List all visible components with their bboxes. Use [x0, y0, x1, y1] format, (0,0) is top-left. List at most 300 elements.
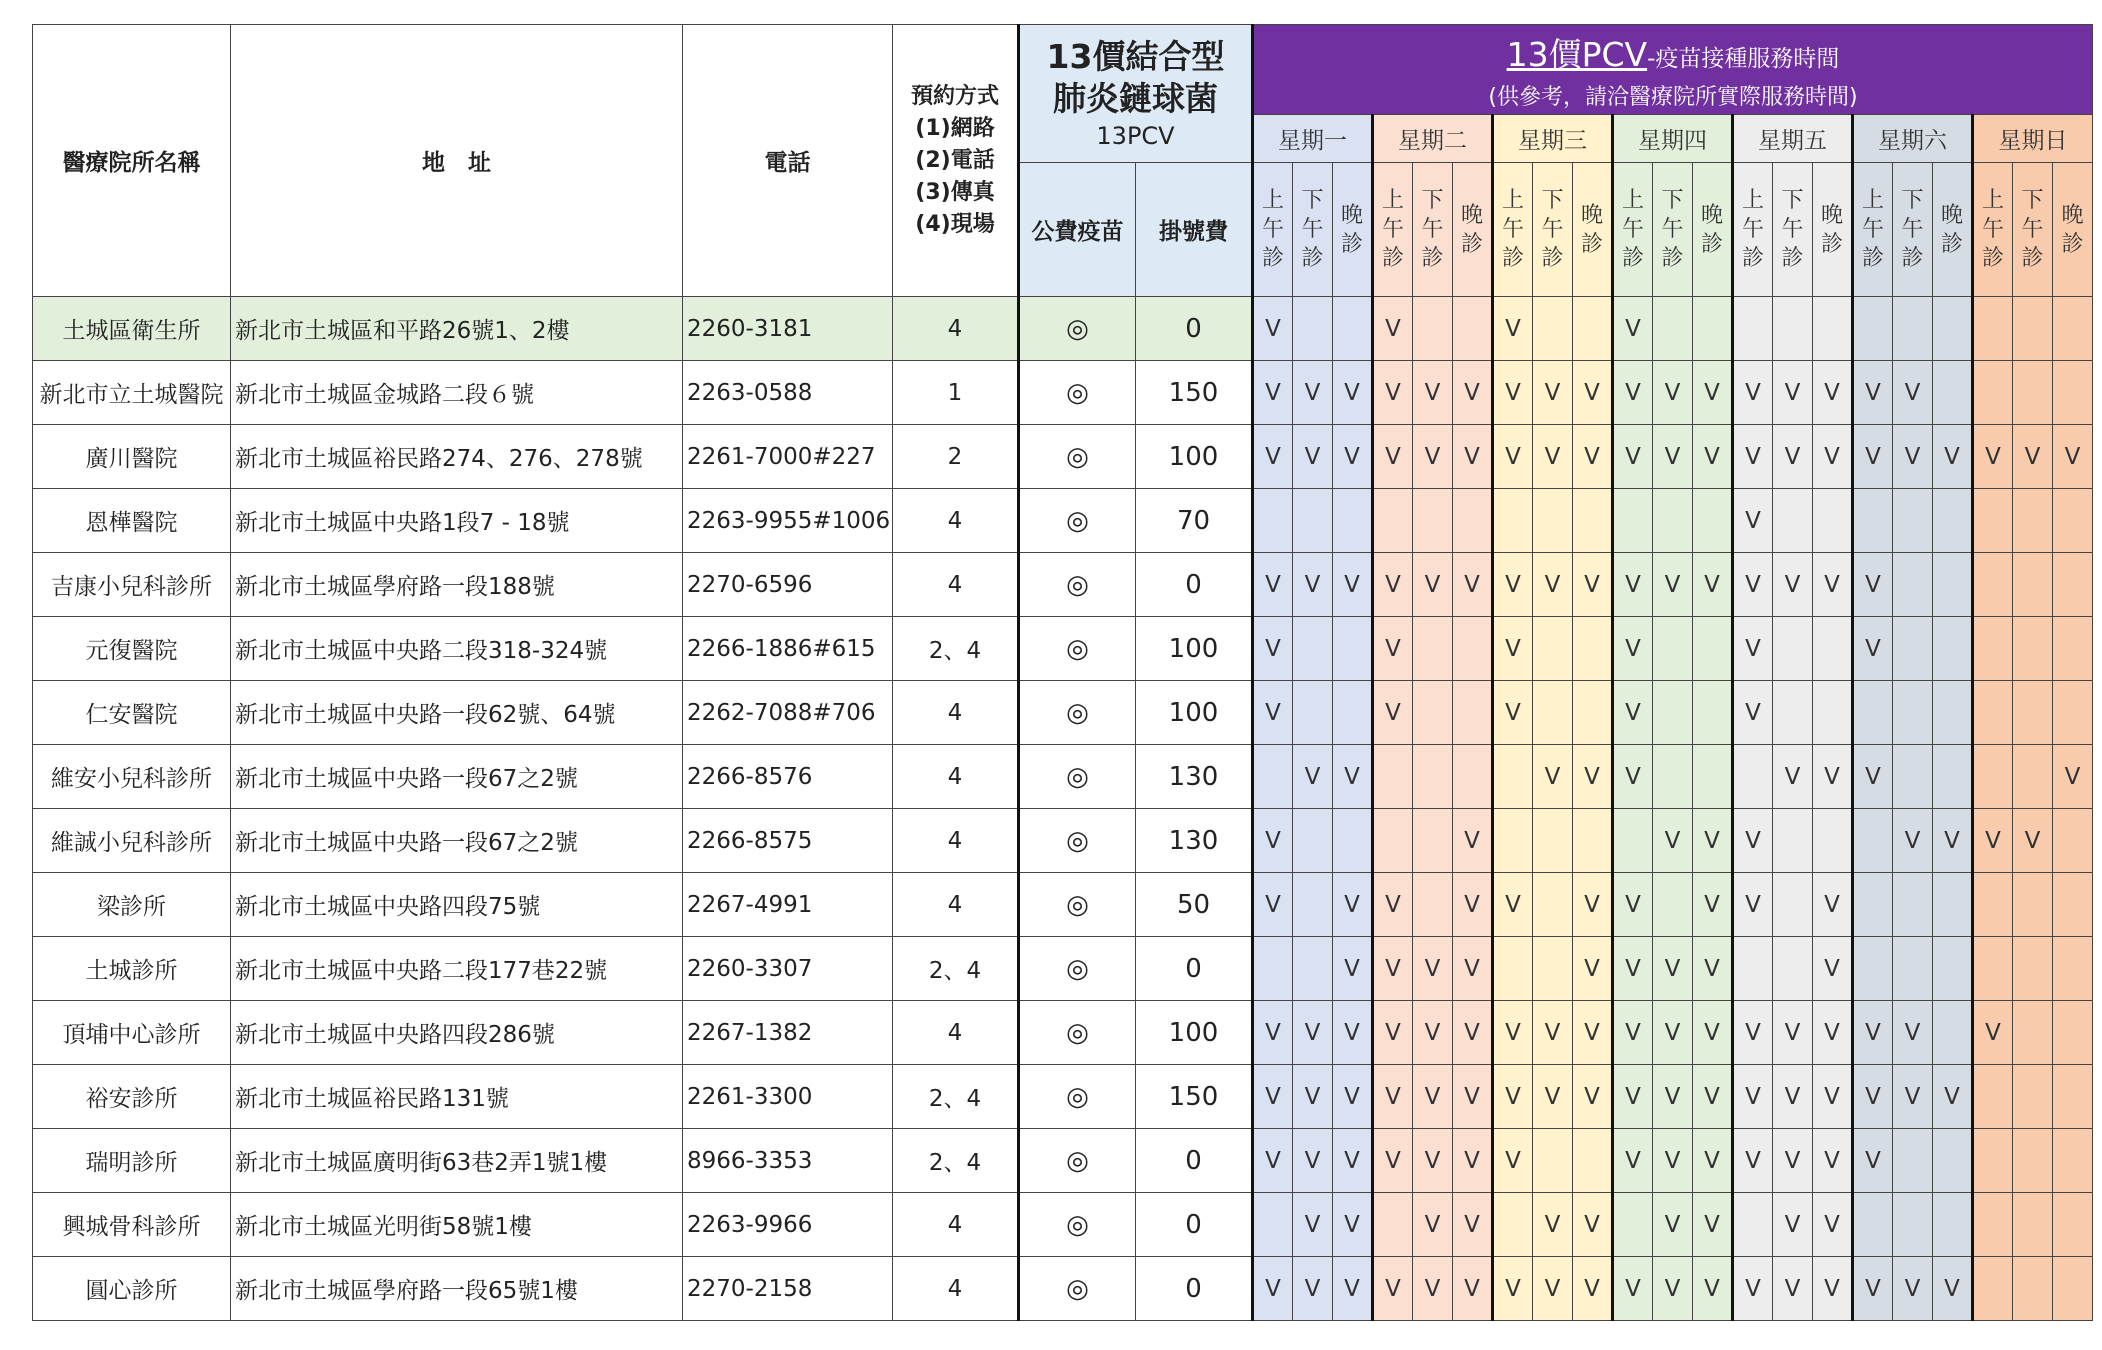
- slot-cell: V: [1653, 1193, 1693, 1257]
- public-vaccine-mark: ◎: [1019, 873, 1136, 937]
- public-vaccine-mark: ◎: [1019, 1257, 1136, 1321]
- slot-cell: [2013, 297, 2053, 361]
- slot-cell: V: [1453, 1193, 1493, 1257]
- public-vaccine-mark: ◎: [1019, 489, 1136, 553]
- slot-cell: [1773, 297, 1813, 361]
- slot-cell: V: [1613, 873, 1653, 937]
- public-vaccine-mark: ◎: [1019, 809, 1136, 873]
- slot-cell: [1933, 553, 1973, 617]
- slot-cell: [2053, 1129, 2093, 1193]
- clinic-name: 瑞明診所: [33, 1129, 231, 1193]
- slot-cell: V: [1453, 1065, 1493, 1129]
- clinic-phone: 2263-0588: [683, 361, 893, 425]
- slot-header: 晚 診: [1933, 163, 1973, 297]
- booking-method: 4: [893, 745, 1019, 809]
- slot-header: 下 午 診: [2013, 163, 2053, 297]
- slot-cell: V: [1573, 425, 1613, 489]
- slot-cell: [1853, 937, 1893, 1001]
- slot-cell: V: [1333, 425, 1373, 489]
- slot-cell: V: [1453, 1129, 1493, 1193]
- slot-cell: V: [1293, 745, 1333, 809]
- slot-cell: V: [1733, 1129, 1773, 1193]
- slot-cell: [1453, 297, 1493, 361]
- slot-cell: [1973, 617, 2013, 681]
- slot-cell: V: [1853, 1001, 1893, 1065]
- slot-cell: V: [1693, 809, 1733, 873]
- slot-cell: V: [1573, 745, 1613, 809]
- slot-cell: V: [1733, 1001, 1773, 1065]
- slot-cell: V: [1613, 553, 1653, 617]
- clinic-address: 新北市土城區學府路一段65號1樓: [231, 1257, 683, 1321]
- slot-cell: [1893, 617, 1933, 681]
- booking-method: 4: [893, 297, 1019, 361]
- slot-cell: V: [1453, 553, 1493, 617]
- slot-cell: [1293, 873, 1333, 937]
- slot-cell: [1253, 745, 1293, 809]
- slot-cell: V: [1613, 681, 1653, 745]
- slot-cell: V: [1733, 1257, 1773, 1321]
- slot-cell: V: [1293, 361, 1333, 425]
- slot-cell: [1973, 297, 2013, 361]
- slot-cell: [2013, 1065, 2053, 1129]
- slot-cell: V: [1253, 425, 1293, 489]
- slot-cell: [1853, 1193, 1893, 1257]
- clinic-phone: 2266-8575: [683, 809, 893, 873]
- registration-fee: 100: [1136, 617, 1253, 681]
- slot-cell: [2013, 1129, 2053, 1193]
- clinic-phone: 2261-3300: [683, 1065, 893, 1129]
- public-vaccine-mark: ◎: [1019, 617, 1136, 681]
- slot-cell: [1893, 553, 1933, 617]
- slot-cell: V: [1613, 361, 1653, 425]
- slot-cell: V: [1733, 553, 1773, 617]
- slot-cell: [1493, 937, 1533, 1001]
- slot-cell: V: [1573, 1001, 1613, 1065]
- slot-cell: V: [1493, 553, 1533, 617]
- slot-cell: V: [1413, 1129, 1453, 1193]
- slot-cell: [1493, 809, 1533, 873]
- registration-fee: 50: [1136, 873, 1253, 937]
- slot-cell: [1533, 617, 1573, 681]
- booking-method: 2: [893, 425, 1019, 489]
- table-row: [33, 553, 2093, 617]
- slot-cell: [1253, 937, 1293, 1001]
- slot-cell: [1613, 809, 1653, 873]
- clinic-phone: 2260-3181: [683, 297, 893, 361]
- table-row: [33, 1257, 2093, 1321]
- day-header: 星期日: [1973, 115, 2093, 163]
- slot-cell: [1693, 617, 1733, 681]
- vaccine-title-line-3: 13PCV: [1096, 121, 1175, 150]
- slot-cell: [2053, 361, 2093, 425]
- slot-cell: [1533, 681, 1573, 745]
- booking-line-4: (3)傳真: [915, 179, 995, 205]
- clinic-address: 新北市土城區中央路二段318-324號: [231, 617, 683, 681]
- slot-cell: [1933, 1193, 1973, 1257]
- clinic-phone: 2261-7000#227: [683, 425, 893, 489]
- slot-cell: V: [1733, 681, 1773, 745]
- slot-header: 晚 診: [1813, 163, 1853, 297]
- slot-cell: V: [1253, 297, 1293, 361]
- slot-cell: [1413, 873, 1453, 937]
- booking-method: 1: [893, 361, 1019, 425]
- clinic-address: 新北市土城區裕民路274、276、278號: [231, 425, 683, 489]
- slot-cell: V: [1453, 361, 1493, 425]
- slot-cell: [2053, 1257, 2093, 1321]
- slot-cell: V: [1693, 361, 1733, 425]
- slot-cell: V: [1853, 745, 1893, 809]
- slot-cell: V: [1733, 809, 1773, 873]
- slot-cell: [1933, 681, 1973, 745]
- slot-cell: V: [1373, 873, 1413, 937]
- slot-cell: [2013, 617, 2053, 681]
- slot-cell: V: [1493, 1065, 1533, 1129]
- table-row: [33, 361, 2093, 425]
- slot-cell: V: [1893, 361, 1933, 425]
- slot-cell: V: [1413, 937, 1453, 1001]
- slot-cell: [1293, 937, 1333, 1001]
- slot-header: 下 午 診: [1413, 163, 1453, 297]
- table-row: [33, 937, 2093, 1001]
- slot-cell: [1533, 873, 1573, 937]
- slot-cell: V: [2053, 745, 2093, 809]
- slot-cell: V: [1973, 425, 2013, 489]
- slot-cell: V: [1493, 1129, 1533, 1193]
- table-row: [33, 617, 2093, 681]
- slot-cell: [1573, 617, 1613, 681]
- slot-cell: [1853, 489, 1893, 553]
- clinic-phone: 2263-9955#1006: [683, 489, 893, 553]
- slot-cell: [1293, 809, 1333, 873]
- slot-cell: [1933, 297, 1973, 361]
- slot-cell: V: [1693, 1001, 1733, 1065]
- slot-cell: V: [1773, 1193, 1813, 1257]
- slot-cell: V: [1733, 873, 1773, 937]
- clinic-address: 新北市土城區中央路一段67之2號: [231, 809, 683, 873]
- slot-cell: V: [1293, 1065, 1333, 1129]
- slot-cell: [1573, 681, 1613, 745]
- slot-cell: [1773, 489, 1813, 553]
- slot-cell: V: [1733, 1065, 1773, 1129]
- slot-cell: [1373, 745, 1413, 809]
- slot-cell: V: [1613, 745, 1653, 809]
- day-header: 星期一: [1253, 115, 1373, 163]
- slot-cell: V: [1493, 361, 1533, 425]
- clinic-address: 新北市土城區光明街58號1樓: [231, 1193, 683, 1257]
- slot-cell: V: [1333, 361, 1373, 425]
- slot-cell: V: [1253, 809, 1293, 873]
- slot-cell: [2013, 873, 2053, 937]
- clinic-name: 裕安診所: [33, 1065, 231, 1129]
- slot-cell: V: [1533, 425, 1573, 489]
- slot-cell: V: [1853, 425, 1893, 489]
- day-header: 星期六: [1853, 115, 1973, 163]
- slot-cell: V: [1773, 1001, 1813, 1065]
- public-vaccine-mark: ◎: [1019, 681, 1136, 745]
- slot-cell: [1773, 681, 1813, 745]
- slot-cell: V: [1413, 361, 1453, 425]
- table-row: [33, 745, 2093, 809]
- slot-cell: V: [1773, 1129, 1813, 1193]
- header-public-vaccine: 公費疫苗: [1019, 163, 1136, 297]
- slot-cell: [1653, 745, 1693, 809]
- public-vaccine-mark: ◎: [1019, 1065, 1136, 1129]
- slot-cell: [1293, 297, 1333, 361]
- slot-cell: [1893, 489, 1933, 553]
- slot-cell: [1773, 873, 1813, 937]
- slot-cell: V: [1813, 1193, 1853, 1257]
- slot-cell: [1933, 617, 1973, 681]
- table-row: [33, 809, 2093, 873]
- slot-cell: V: [1613, 297, 1653, 361]
- slot-cell: V: [1293, 1193, 1333, 1257]
- slot-cell: V: [1253, 1001, 1293, 1065]
- slot-cell: V: [1493, 1257, 1533, 1321]
- slot-cell: V: [1693, 553, 1733, 617]
- registration-fee: 0: [1136, 1257, 1253, 1321]
- booking-method: 4: [893, 489, 1019, 553]
- public-vaccine-mark: ◎: [1019, 1129, 1136, 1193]
- slot-cell: V: [1413, 553, 1453, 617]
- slot-cell: V: [1413, 1193, 1453, 1257]
- slot-cell: V: [1533, 1257, 1573, 1321]
- slot-cell: V: [1613, 937, 1653, 1001]
- public-vaccine-mark: ◎: [1019, 745, 1136, 809]
- slot-cell: [1733, 1193, 1773, 1257]
- slot-cell: V: [1813, 553, 1853, 617]
- slot-header: 上 午 診: [1973, 163, 2013, 297]
- slot-cell: [1773, 617, 1813, 681]
- slot-header: 下 午 診: [1773, 163, 1813, 297]
- slot-cell: V: [1373, 553, 1413, 617]
- slot-cell: [1813, 809, 1853, 873]
- slot-cell: V: [1653, 1129, 1693, 1193]
- slot-cell: [1373, 809, 1413, 873]
- vaccine-title-line-2: 肺炎鏈球菌: [1053, 78, 1218, 118]
- slot-cell: [1333, 489, 1373, 553]
- clinic-name: 吉康小兒科診所: [33, 553, 231, 617]
- slot-cell: [1693, 745, 1733, 809]
- slot-cell: [1613, 489, 1653, 553]
- slot-cell: [1293, 489, 1333, 553]
- clinic-name: 土城診所: [33, 937, 231, 1001]
- registration-fee: 150: [1136, 361, 1253, 425]
- registration-fee: 0: [1136, 297, 1253, 361]
- slot-cell: V: [1573, 1193, 1613, 1257]
- header-phone: 電話: [683, 25, 893, 297]
- slot-cell: [1853, 873, 1893, 937]
- slot-cell: V: [1453, 1257, 1493, 1321]
- table-row: [33, 297, 2093, 361]
- service-title-suffix: -疫苗接種服務時間: [1647, 45, 1840, 72]
- slot-header: 下 午 診: [1653, 163, 1693, 297]
- booking-method: 4: [893, 553, 1019, 617]
- slot-cell: V: [1613, 1129, 1653, 1193]
- slot-cell: V: [1373, 1001, 1413, 1065]
- clinic-name: 土城區衛生所: [33, 297, 231, 361]
- registration-fee: 70: [1136, 489, 1253, 553]
- slot-cell: V: [1333, 937, 1373, 1001]
- public-vaccine-mark: ◎: [1019, 297, 1136, 361]
- slot-cell: V: [1933, 1065, 1973, 1129]
- slot-cell: [1973, 553, 2013, 617]
- slot-cell: [1613, 1193, 1653, 1257]
- clinic-phone: 2270-2158: [683, 1257, 893, 1321]
- slot-cell: V: [1453, 1001, 1493, 1065]
- slot-cell: [1373, 1193, 1413, 1257]
- slot-header: 上 午 診: [1373, 163, 1413, 297]
- slot-cell: [1413, 489, 1453, 553]
- booking-method: 2、4: [893, 937, 1019, 1001]
- slot-header: 上 午 診: [1253, 163, 1293, 297]
- public-vaccine-mark: ◎: [1019, 425, 1136, 489]
- booking-line-5: (4)現場: [915, 211, 995, 237]
- slot-cell: [1653, 617, 1693, 681]
- vaccine-title-line-1: 13價結合型: [1046, 36, 1225, 76]
- slot-cell: V: [1653, 809, 1693, 873]
- slot-cell: [1693, 489, 1733, 553]
- slot-cell: [2013, 1257, 2053, 1321]
- slot-cell: V: [1453, 809, 1493, 873]
- slot-header: 下 午 診: [1533, 163, 1573, 297]
- slot-cell: [1773, 809, 1813, 873]
- slot-cell: V: [1733, 617, 1773, 681]
- slot-cell: V: [1573, 553, 1613, 617]
- slot-cell: [1533, 297, 1573, 361]
- slot-cell: [1493, 489, 1533, 553]
- slot-cell: V: [1293, 425, 1333, 489]
- slot-cell: V: [1373, 361, 1413, 425]
- slot-cell: V: [1933, 809, 1973, 873]
- slot-cell: V: [1533, 361, 1573, 425]
- slot-cell: V: [1373, 1065, 1413, 1129]
- slot-cell: [1933, 361, 1973, 425]
- slot-cell: [2053, 1001, 2093, 1065]
- registration-fee: 100: [1136, 681, 1253, 745]
- slot-cell: [1293, 681, 1333, 745]
- slot-cell: [2013, 937, 2053, 1001]
- clinic-phone: 2266-8576: [683, 745, 893, 809]
- slot-cell: V: [1653, 1065, 1693, 1129]
- slot-cell: [1253, 1193, 1293, 1257]
- table-row: [33, 489, 2093, 553]
- slot-cell: [2013, 745, 2053, 809]
- booking-method: 2、4: [893, 617, 1019, 681]
- booking-method: 4: [893, 1193, 1019, 1257]
- slot-cell: [1933, 489, 1973, 553]
- slot-cell: V: [1653, 361, 1693, 425]
- table-row: [33, 1065, 2093, 1129]
- slot-header: 下 午 診: [1293, 163, 1333, 297]
- slot-cell: [1293, 617, 1333, 681]
- slot-cell: V: [1773, 1257, 1813, 1321]
- slot-cell: V: [1813, 873, 1853, 937]
- clinic-phone: 2262-7088#706: [683, 681, 893, 745]
- clinic-address: 新北市土城區和平路26號1、2樓: [231, 297, 683, 361]
- table-row: [33, 1001, 2093, 1065]
- slot-cell: V: [1653, 425, 1693, 489]
- slot-cell: [1413, 809, 1453, 873]
- booking-method: 2、4: [893, 1129, 1019, 1193]
- public-vaccine-mark: ◎: [1019, 937, 1136, 1001]
- slot-cell: V: [1773, 1065, 1813, 1129]
- slot-cell: V: [2013, 425, 2053, 489]
- slot-cell: V: [1333, 873, 1373, 937]
- slot-cell: V: [1413, 1001, 1453, 1065]
- slot-cell: [2053, 681, 2093, 745]
- booking-line-1: 預約方式: [910, 83, 999, 109]
- slot-cell: [1973, 1065, 2013, 1129]
- slot-cell: V: [1453, 873, 1493, 937]
- slot-cell: [1773, 937, 1813, 1001]
- slot-cell: V: [1933, 1257, 1973, 1321]
- service-title-main: 13價PCV: [1506, 34, 1648, 74]
- registration-fee: 100: [1136, 425, 1253, 489]
- slot-cell: V: [1973, 1001, 2013, 1065]
- slot-header: 下 午 診: [1893, 163, 1933, 297]
- slot-cell: V: [1573, 873, 1613, 937]
- slot-cell: [1573, 297, 1613, 361]
- slot-cell: V: [1373, 1129, 1413, 1193]
- clinic-name: 恩樺醫院: [33, 489, 231, 553]
- slot-cell: V: [1253, 553, 1293, 617]
- day-header: 星期四: [1613, 115, 1733, 163]
- slot-cell: V: [1333, 1193, 1373, 1257]
- slot-cell: [1973, 1129, 2013, 1193]
- slot-cell: V: [1853, 1065, 1893, 1129]
- slot-cell: V: [1533, 553, 1573, 617]
- slot-cell: V: [1733, 489, 1773, 553]
- slot-cell: [1733, 297, 1773, 361]
- slot-header: 晚 診: [2053, 163, 2093, 297]
- slot-cell: V: [1813, 425, 1853, 489]
- slot-cell: V: [1933, 425, 1973, 489]
- clinic-address: 新北市土城區中央路四段75號: [231, 873, 683, 937]
- slot-cell: [1333, 809, 1373, 873]
- vaccine-schedule-table: [32, 24, 2093, 1321]
- slot-cell: V: [1453, 937, 1493, 1001]
- slot-cell: V: [1693, 1257, 1733, 1321]
- clinic-phone: 2260-3307: [683, 937, 893, 1001]
- slot-cell: [1933, 745, 1973, 809]
- slot-cell: V: [1333, 1065, 1373, 1129]
- slot-cell: [1733, 937, 1773, 1001]
- slot-cell: [1493, 1193, 1533, 1257]
- slot-cell: V: [1813, 1257, 1853, 1321]
- slot-cell: [2013, 1193, 2053, 1257]
- slot-cell: V: [1773, 425, 1813, 489]
- booking-line-3: (2)電話: [915, 147, 995, 173]
- slot-cell: [1933, 1129, 1973, 1193]
- clinic-address: 新北市土城區裕民路131號: [231, 1065, 683, 1129]
- slot-cell: V: [1413, 1257, 1453, 1321]
- slot-cell: V: [1253, 617, 1293, 681]
- slot-cell: V: [1373, 937, 1413, 1001]
- slot-cell: [1973, 1193, 2013, 1257]
- slot-cell: V: [1533, 1065, 1573, 1129]
- slot-cell: V: [1853, 1257, 1893, 1321]
- slot-header: 上 午 診: [1853, 163, 1893, 297]
- slot-cell: [2053, 1065, 2093, 1129]
- slot-header: 上 午 診: [1733, 163, 1773, 297]
- clinic-phone: 2263-9966: [683, 1193, 893, 1257]
- slot-cell: V: [1293, 1001, 1333, 1065]
- header-address: 地 址: [231, 25, 683, 297]
- slot-cell: [1893, 1129, 1933, 1193]
- slot-cell: [2053, 809, 2093, 873]
- booking-method: 4: [893, 1257, 1019, 1321]
- clinic-address: 新北市土城區中央路一段67之2號: [231, 745, 683, 809]
